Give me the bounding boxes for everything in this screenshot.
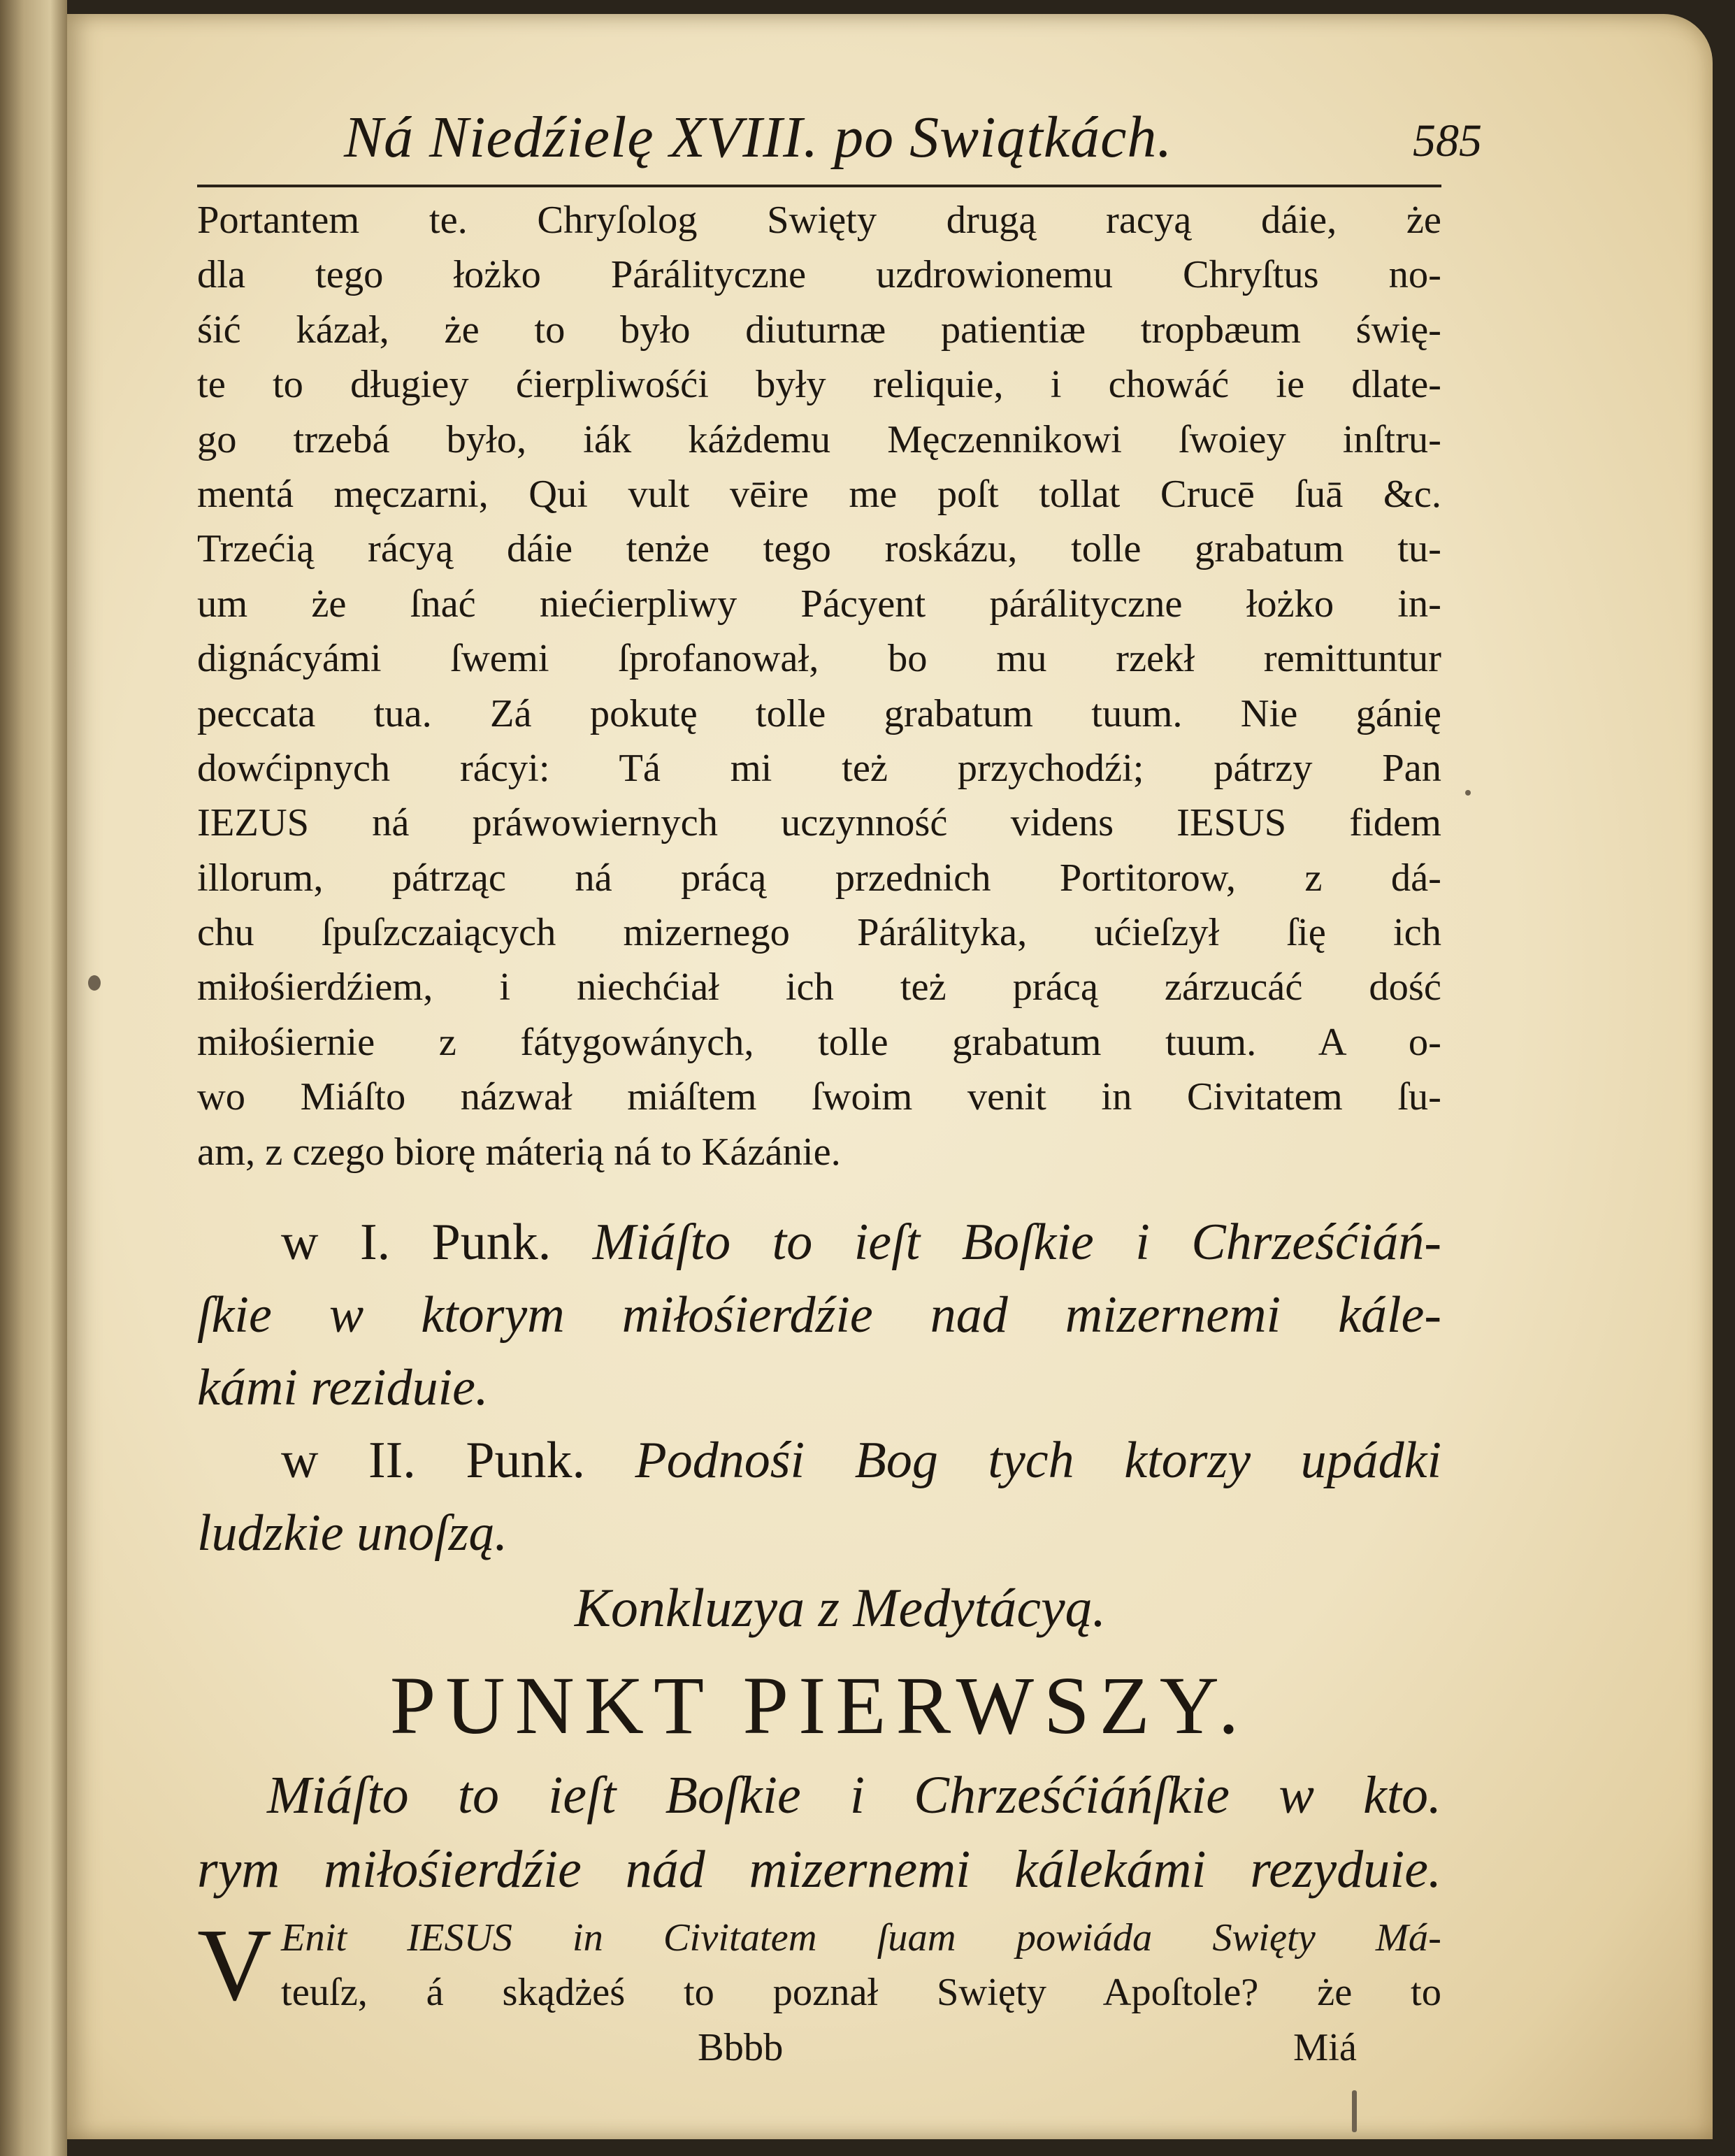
text-line: mentá męczarni, Qui vult vēire me poſt tollat Crucē ſuā &c. xyxy=(197,472,1441,516)
text-line: um że ſnać niećierpliwy Pácyent párálityczne łożko in- xyxy=(197,582,1441,626)
point-two-label: w II. Punk. xyxy=(281,1432,585,1490)
text-line: dowćipnych rácyi: Tá mi też przychodźi; pátrzy Pan xyxy=(197,746,1441,790)
point-two-line xyxy=(197,1424,1441,1497)
text-line: go trzebá było, iák káżdemu Męczennikowi ſwoiey inſtru- xyxy=(197,417,1441,461)
point-one-line xyxy=(197,1206,1441,1279)
running-head xyxy=(197,98,1482,187)
subtitle-line: Miáſto to ieſt Boſkie i Chrześćiáńſkie w kto. xyxy=(267,1766,1441,1825)
text-line: miłośiernie z fátygowánych, tolle grabatum tuum. A o- xyxy=(197,1020,1441,1064)
page-content xyxy=(197,98,1482,2075)
opening-paragraph xyxy=(197,1908,1441,2023)
point-one-text: Miáſto to ieſt Boſkie i Chrześćiáń- xyxy=(592,1214,1441,1272)
subtitle-line: rym miłośierdźie nád mizernemi kálekámi rezyduie. xyxy=(197,1840,1441,1899)
text-line: peccata tua. Zá pokutę tolle grabatum tuum. Nie gánię xyxy=(197,691,1441,735)
point-one-label: w I. Punk. xyxy=(281,1214,552,1272)
point-one-text: kámi reziduie. xyxy=(197,1359,489,1417)
point-two-text: ludzkie unoſzą. xyxy=(197,1504,507,1562)
ink-speck xyxy=(88,975,101,991)
drop-cap: V xyxy=(197,1908,272,2023)
signature-mark: Bbbb xyxy=(698,2025,784,2069)
text-line: śić kázał, że to było diuturnæ patientiæ tropbæum świę- xyxy=(197,308,1441,352)
running-head-title: Ná Niedźielę XVIII. po Swiątkách. xyxy=(344,105,1173,170)
point-two-text: Podnośi Bog tych ktorzy upádki xyxy=(635,1432,1442,1490)
text-line: dignácyámi ſwemi ſprofanował, bo mu rzekł remittuntur xyxy=(197,637,1441,681)
section-subtitle xyxy=(197,1758,1441,1906)
text-line: IEZUS ná práwowiernych uczynność videns IESUS fidem xyxy=(197,801,1441,845)
point-one-line xyxy=(197,1351,1441,1424)
text-line: Trzećią rácyą dáie tenże tego roskázu, tolle grabatum tu- xyxy=(197,527,1441,571)
text-line: miłośierdźiem, i niechćiał ich też prácą zárzucáć dość xyxy=(197,965,1441,1009)
text-line: illorum, pátrząc ná prácą przednich Portitorow, z dá- xyxy=(197,856,1441,900)
point-one-line xyxy=(197,1279,1441,1351)
previous-page-edge xyxy=(0,0,67,2156)
text-line: wo Miáſto názwał miáſtem ſwoim venit in Civitatem ſu- xyxy=(197,1075,1441,1119)
section-heading: PUNKT PIERWSZY. xyxy=(389,1660,1249,1752)
text-line xyxy=(281,1911,1441,1965)
ink-speck xyxy=(1465,790,1471,796)
text-line: teuſz, á skądżeś to poznał Swięty Apoſtole? że to xyxy=(281,1971,1441,2015)
catchword: Miá xyxy=(1293,2025,1358,2069)
text-line: te to długiey ćierpliwośći były reliquie, i chowáć ie dlate- xyxy=(197,363,1441,407)
page-number: 585 xyxy=(1413,115,1482,166)
text-line: dla tego łożko Párálityczne uzdrowionemu Chryſtus no- xyxy=(197,253,1441,297)
text-line: am, z czego biorę máterią ná to Kázánie. xyxy=(197,1130,841,1174)
opening-italic: Enit IESUS in Civitatem ſuam powiáda Swięty Má- xyxy=(281,1916,1441,1960)
conclusion-label: Konkluzya z Medytácyą. xyxy=(574,1577,1107,1639)
book-page xyxy=(67,14,1713,2139)
text-line: Portantem te. Chryſolog Swięty drugą racyą dáie, że xyxy=(197,199,1441,242)
point-two-line xyxy=(197,1497,1441,1569)
page-footer xyxy=(197,2020,1441,2075)
point-one-text: ſkie w ktorym miłośierdźie nad mizernemi kále- xyxy=(197,1286,1441,1344)
ink-speck xyxy=(1352,2090,1357,2132)
text-line: chu ſpuſzczaiących mizernego Párálityka, ućieſzył ſię ich xyxy=(197,911,1441,955)
sermon-points xyxy=(197,1206,1441,1646)
body-paragraph xyxy=(197,193,1441,1179)
